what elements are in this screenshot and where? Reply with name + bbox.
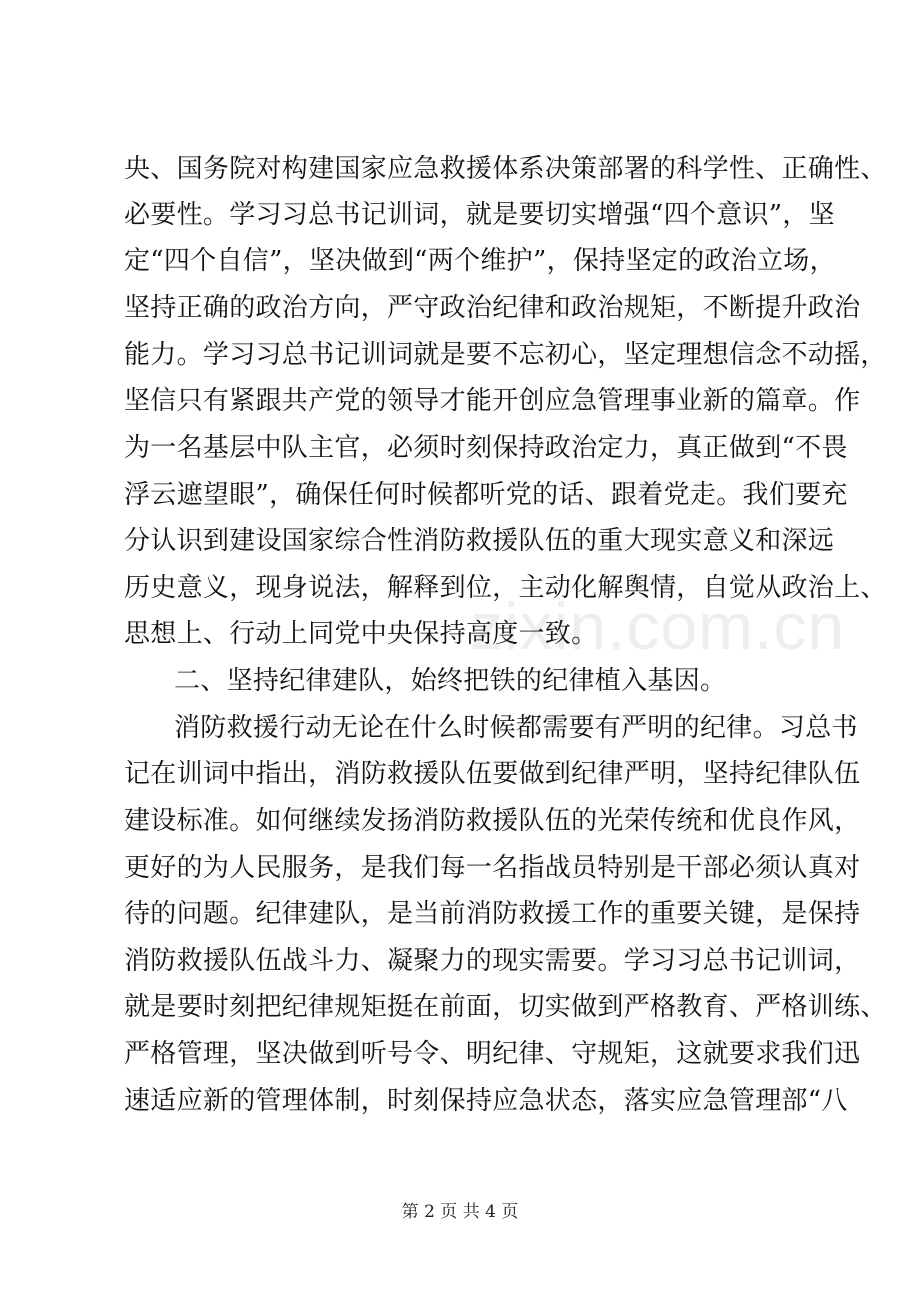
text-line: 定“四个自信”，坚决做到“两个维护”，保持坚定的政治立场，: [124, 246, 836, 276]
text-line: 建设标准。如何继续发扬消防救援队伍的光荣传统和优良作风，: [124, 806, 861, 836]
section-heading: 二、坚持纪律建队，始终把铁的纪律植入基因。: [174, 666, 727, 696]
text-line: 必要性。学习习总书记训词，就是要切实增强“四个意识”，坚: [124, 200, 835, 230]
text-line: 为一名基层中队主官，必须时刻保持政治定力，真正做到“不畏: [124, 433, 848, 463]
text-line: 历史意义，现身说法，解释到位，主动化解舆情，自觉从政治上、: [124, 573, 887, 603]
watermark: zixin.com.cn: [470, 589, 846, 663]
text-line: 待的问题。纪律建队，是当前消防救援工作的重要关键，是保持: [124, 899, 861, 929]
text-line: 严格管理，坚决做到听号令、明纪律、守规矩，这就要求我们迅: [124, 1039, 861, 1069]
text-line: 坚持正确的政治方向，严守政治纪律和政治规矩，不断提升政治: [124, 293, 861, 323]
text-line: 思想上、行动上同党中央保持高度一致。: [124, 619, 598, 649]
text-line: 浮云遮望眼”，确保任何时候都听党的话、跟着党走。我们要充: [124, 480, 848, 510]
page-footer: 第 2 页 共 4 页: [401, 1202, 519, 1222]
text-line: 分认识到建设国家综合性消防救援队伍的重大现实意义和深远: [124, 526, 835, 556]
text-line: 就是要时刻把纪律规矩挺在前面，切实做到严格教育、严格训练、: [124, 992, 887, 1022]
text-line: 更好的为人民服务，是我们每一名指战员特别是干部必须认真对: [124, 853, 861, 883]
text-line: 坚信只有紧跟共产党的领导才能开创应急管理事业新的篇章。作: [124, 386, 861, 416]
text-line: 记在训词中指出，消防救援队伍要做到纪律严明，坚持纪律队伍: [124, 759, 861, 789]
text-line: 速适应新的管理体制，时刻保持应急状态，落实应急管理部“八: [124, 1086, 848, 1116]
paragraph-first-line: 消防救援行动无论在什么时候都需要有严明的纪律。习总书: [174, 713, 858, 743]
text-line: 能力。学习习总书记训词就是要不忘初心，坚定理想信念不动摇，: [124, 340, 887, 370]
text-line: 央、国务院对构建国家应急救援体系决策部署的科学性、正确性、: [124, 154, 887, 184]
text-line: 消防救援队伍战斗力、凝聚力的现实需要。学习习总书记训词，: [124, 946, 861, 976]
